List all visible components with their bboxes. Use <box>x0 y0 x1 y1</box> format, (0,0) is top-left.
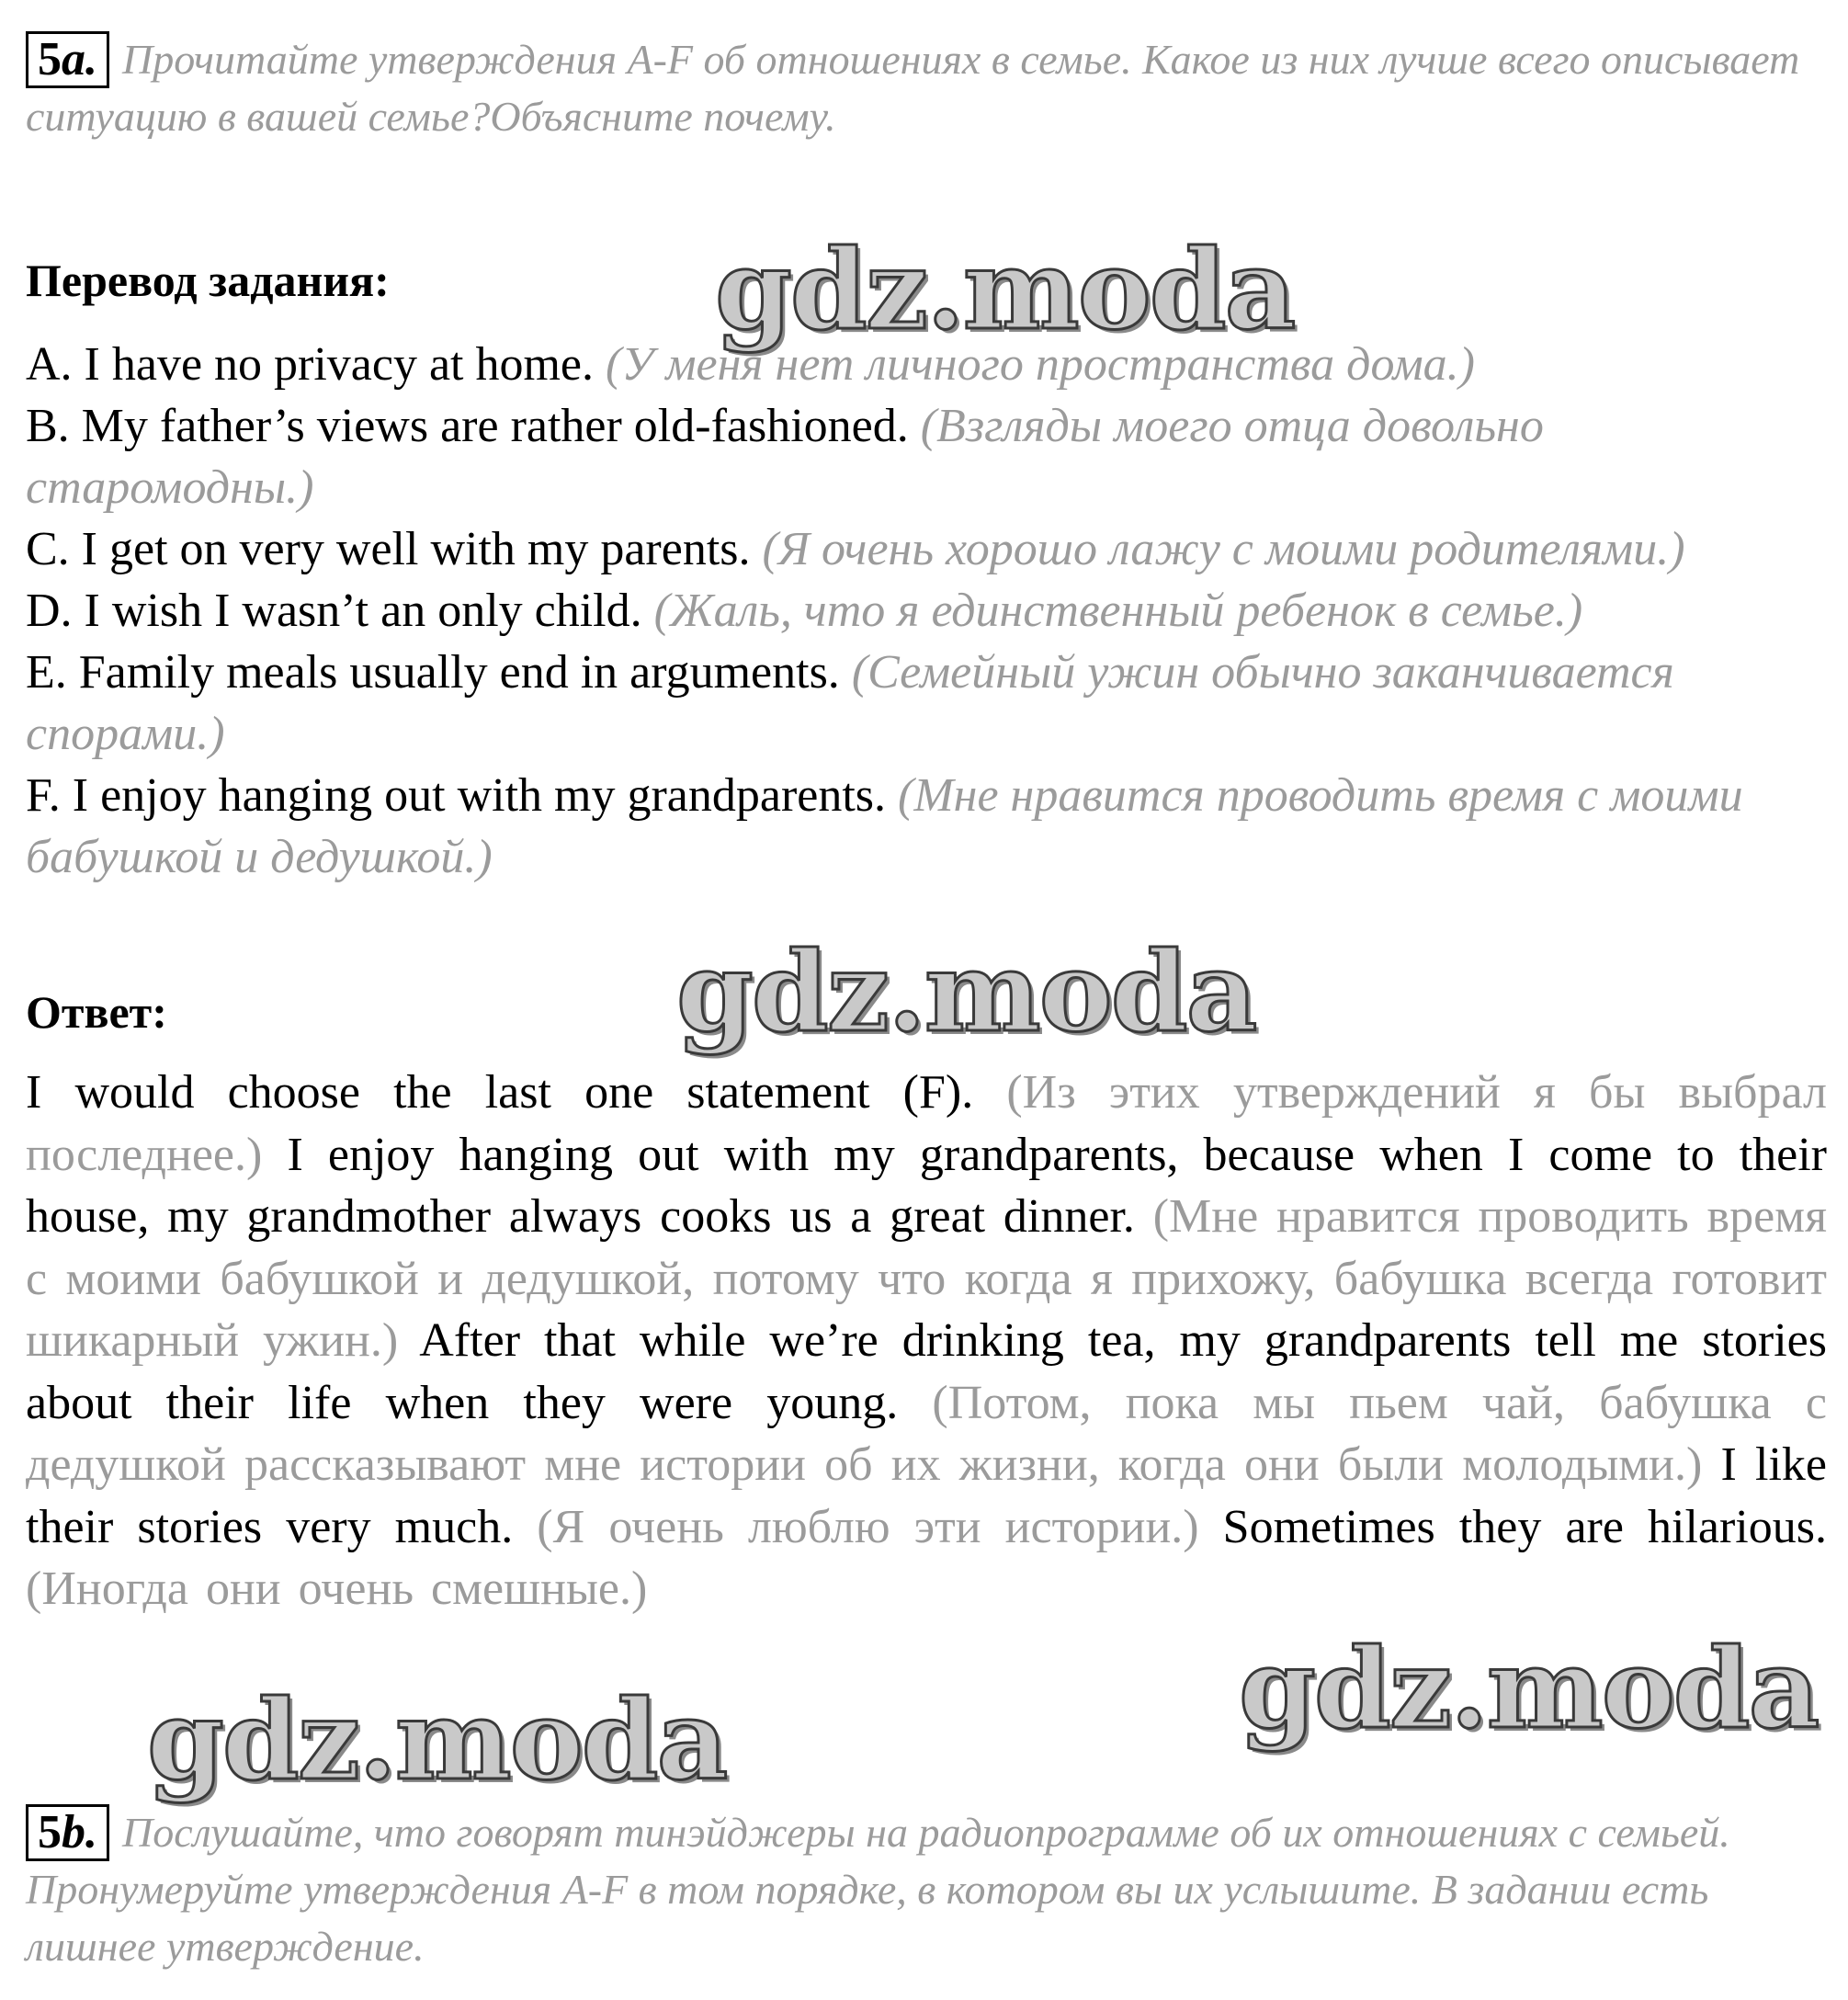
answer-sentence-en: I enjoy hanging out with my grandparents, because when I come to their house, my grandmother always cooks us a great dinner. <box>26 1128 1828 1243</box>
answer-sentence-ru: (Из этих утверждений я бы выбрал последнее.) <box>26 1066 1827 1181</box>
task-instruction-5b: Послушайте, что говорят тинэйджеры на радиопрограмме об их отношениях с семьей. Пронумеруйте утверждения A-F в том порядке, в котором вы их услышите. В задании есть лишнее утверждение. <box>26 1809 1730 1970</box>
statements-list <box>26 334 1827 888</box>
statement-en: A. I have no privacy at home. <box>26 338 595 391</box>
statement-b <box>26 395 1827 518</box>
watermark-logo: gdz.moda <box>715 225 1295 355</box>
statement-ru: (Семейный ужин обычно заканчивается спорами.) <box>26 646 1674 760</box>
task-number-5b <box>26 1804 109 1861</box>
answer-sentence-en: Sometimes they are hilarious. <box>1222 1500 1827 1553</box>
watermark-logo: gdz.moda <box>147 1676 727 1805</box>
answer-sentence-en: I would choose the last one statement (F). <box>26 1066 974 1119</box>
answer-sentence-ru: (Мне нравится проводить время с моими бабушкой и дедушкой, потому что когда я прихожу, бабушка всегда готовит шикарный ужин.) <box>26 1190 1827 1367</box>
task-number-digit: 5 <box>38 33 62 85</box>
statement-en: E. Family meals usually end in arguments. <box>26 646 840 699</box>
task-instruction-5a: Прочитайте утверждения A-F об отношениях в семье. Какое из них лучше всего описывает ситуацию в вашей семье?Объясните почему. <box>26 36 1800 140</box>
watermark-logo: gdz.moda <box>1239 1624 1819 1754</box>
statement-en: D. I wish I wasn’t an only child. <box>26 585 642 637</box>
task-5a <box>26 31 1827 145</box>
task-5b <box>26 1804 1827 1975</box>
task-number-digit: 5 <box>38 1806 62 1858</box>
statement-en: F. I enjoy hanging out with my grandparents. <box>26 769 887 822</box>
statement-e <box>26 642 1827 765</box>
answer-sentence-ru: (Я очень люблю эти истории.) <box>537 1500 1199 1553</box>
statement-c <box>26 518 1827 580</box>
answer-heading: Ответ: <box>26 986 167 1038</box>
statement-f <box>26 765 1827 888</box>
translation-heading: Перевод задания: <box>26 255 390 306</box>
statement-ru: (Жаль, что я единственный ребенок в семье.) <box>653 585 1583 637</box>
statement-ru: (Взгляды моего отца довольно старомодны.) <box>26 400 1544 514</box>
answer-sentence-en: I like their stories very much. <box>26 1438 1827 1553</box>
answer-paragraph <box>26 1062 1827 1620</box>
task-number-letter: a. <box>62 33 97 85</box>
answer-sentence-ru: (Иногда они очень смешные.) <box>26 1562 648 1615</box>
statement-ru: (Я очень хорошо лажу с моими родителями.) <box>762 523 1685 575</box>
statement-en: C. I get on very well with my parents. <box>26 523 751 575</box>
statement-ru: (Мне нравится проводить время с моими бабушкой и дедушкой.) <box>26 769 1743 883</box>
answer-sentence-ru: (Потом, пока мы пьем чай, бабушка с дедушкой рассказывают мне истории об их жизни, когда они были молодыми.) <box>26 1376 1827 1491</box>
statement-d <box>26 580 1827 642</box>
task-number-5a <box>26 31 109 88</box>
statement-en: B. My father’s views are rather old-fashioned. <box>26 400 909 452</box>
task-number-letter: b. <box>62 1806 97 1858</box>
answer-sentence-en: After that while we’re drinking tea, my grandparents tell me stories about their life when they were young. <box>26 1314 1827 1429</box>
watermark-logo: gdz.moda <box>676 927 1256 1057</box>
statement-ru: (У меня нет личного пространства дома.) <box>606 338 1475 391</box>
